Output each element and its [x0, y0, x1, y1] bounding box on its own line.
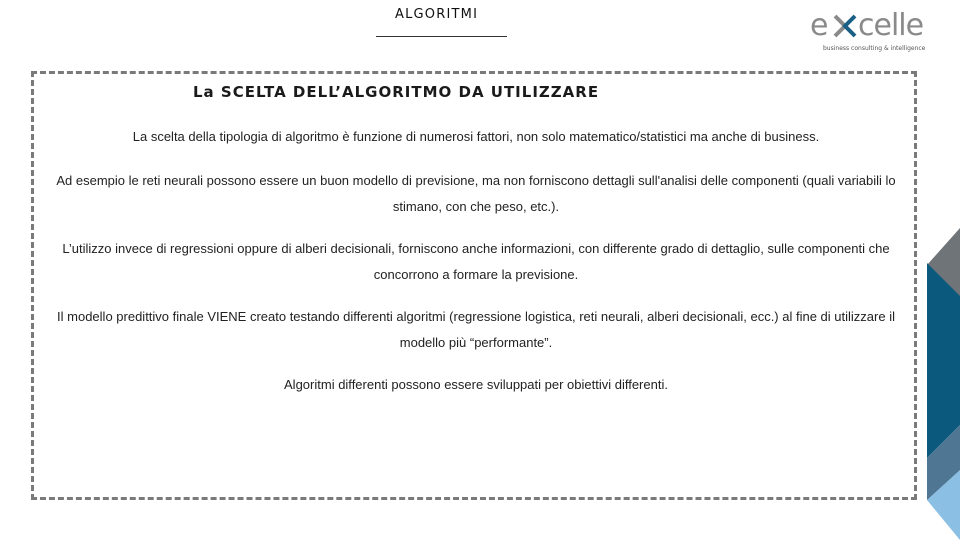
- deco-light-blue-band: [927, 470, 960, 540]
- deco-gray-lower: [927, 425, 960, 500]
- paragraph-1: La scelta della tipologia di algoritmo è funzione di numerosi fattori, non solo matematico/statistici ma anche di business.: [132, 129, 820, 144]
- title-underline: [376, 36, 507, 37]
- company-logo: [810, 8, 945, 56]
- slide-title: ALGORITMI: [395, 7, 479, 22]
- deco-dark-blue-band: [927, 263, 960, 458]
- content-heading: La SCELTA DELL’ALGORITMO DA UTILIZZARE: [193, 83, 600, 101]
- logo-visible-word: e celle: [810, 8, 924, 43]
- x-mark-icon: [833, 13, 857, 39]
- paragraph-3: L’utilizzo invece di regressioni oppure di alberi decisionali, forniscono anche informazioni, con differente grado di dettaglio, sulle componenti che concorrono a formare la previsione.: [62, 241, 890, 282]
- logo-tagline: business consulting & intelligence: [823, 45, 926, 52]
- paragraph-5: Algoritmi differenti possono essere sviluppati per obiettivi differenti.: [284, 377, 668, 392]
- paragraph-4: Il modello predittivo finale VIENE creato testando differenti algoritmi (regressione logistica, reti neurali, alberi decisionali, ecc.) al fine di utilizzare il modello più “performante”.: [57, 309, 895, 350]
- paragraph-2: Ad esempio le reti neurali possono essere un buon modello di previsione, ma non forniscono dettagli sull'analisi delle componenti (quali variabili lo stimano, con che peso, etc.).: [56, 173, 896, 214]
- deco-mid-blue-band: [927, 425, 960, 500]
- deco-gray-band: [927, 228, 960, 300]
